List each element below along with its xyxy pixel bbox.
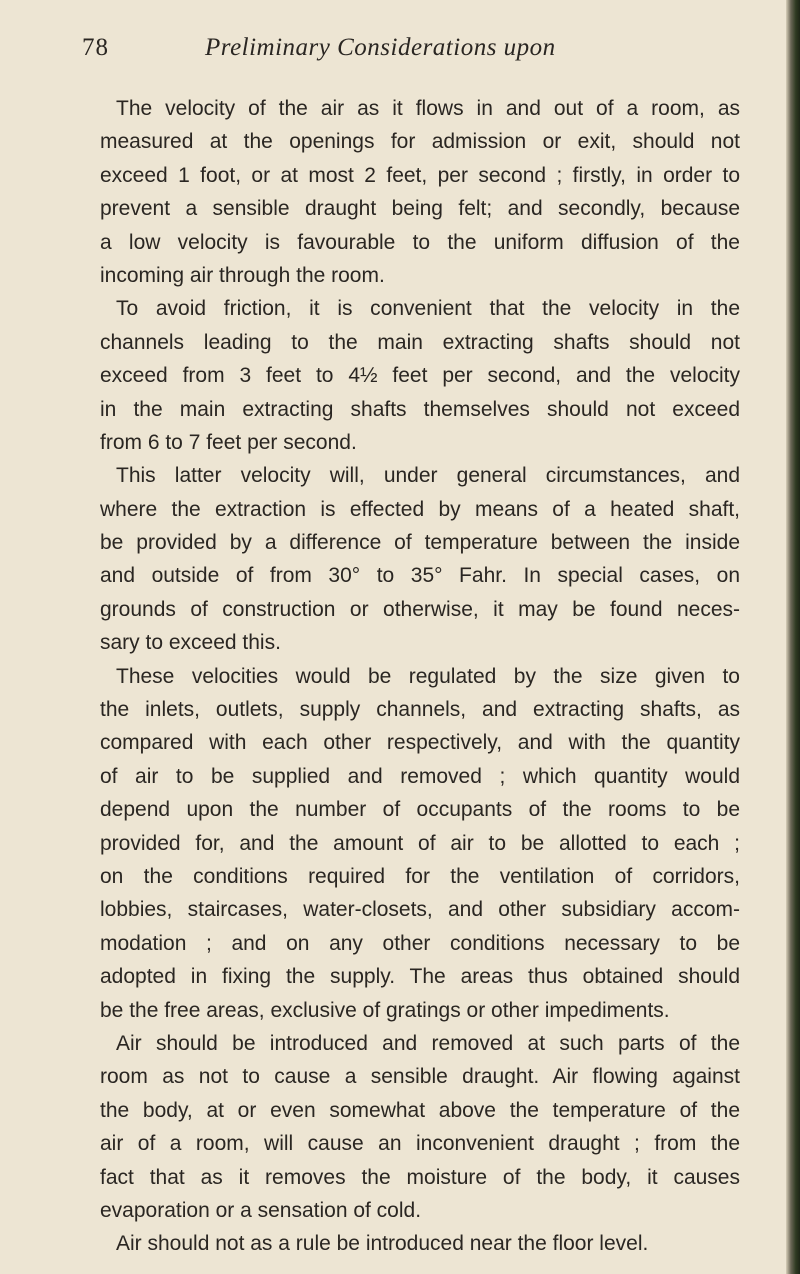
text-line: sary to exceed this. bbox=[100, 631, 281, 655]
text-line: prevent a sensible draught being felt; and secondly, because bbox=[100, 197, 740, 221]
body-text bbox=[100, 92, 740, 1261]
text-line: air of a room, will cause an inconvenient draught ; from the bbox=[100, 1132, 740, 1156]
page-header bbox=[0, 34, 786, 70]
text-line: evaporation or a sensation of cold. bbox=[100, 1198, 422, 1222]
text-line: Air should not as a rule be introduced near the floor level. bbox=[116, 1232, 649, 1256]
text-line: fact that as it removes the moisture of the body, it causes bbox=[100, 1165, 740, 1189]
text-line: Air should be introduced and removed at such parts of the bbox=[116, 1031, 740, 1055]
text-line: compared with each other respectively, and with the quantity bbox=[100, 731, 740, 755]
running-title: Preliminary Considerations upon bbox=[205, 34, 556, 61]
text-line: in the main extracting shafts themselves should not exceed bbox=[100, 397, 740, 421]
text-line: of air to be supplied and removed ; which quantity would bbox=[100, 764, 740, 788]
text-line: adopted in fixing the supply. The areas thus obtained should bbox=[100, 965, 740, 989]
text-line: the body, at or even somewhat above the temperature of the bbox=[100, 1098, 740, 1122]
text-line: exceed from 3 feet to 4½ feet per second, and the velocity bbox=[100, 364, 740, 388]
text-line: a low velocity is favourable to the uniform diffusion of the bbox=[100, 230, 740, 254]
text-line: where the extraction is effected by means of a heated shaft, bbox=[100, 497, 740, 521]
text-line: To avoid friction, it is convenient that the velocity in the bbox=[116, 297, 740, 321]
text-line: be provided by a difference of temperature between the inside bbox=[100, 531, 740, 555]
page-number: 78 bbox=[82, 34, 109, 61]
text-line: The velocity of the air as it flows in and out of a room, as bbox=[116, 97, 740, 120]
text-line: from 6 to 7 feet per second. bbox=[100, 430, 357, 454]
text-line: lobbies, staircases, water-closets, and other subsidiary accom- bbox=[100, 898, 740, 922]
text-line: on the conditions required for the ventilation of corridors, bbox=[100, 864, 740, 888]
text-line: grounds of construction or otherwise, it may be found neces- bbox=[100, 597, 740, 621]
text-line: depend upon the number of occupants of the rooms to be bbox=[100, 798, 740, 822]
text-line: and outside of from 30° to 35° Fahr. In special cases, on bbox=[100, 564, 740, 588]
text-line: This latter velocity will, under general circumstances, and bbox=[116, 464, 740, 488]
text-line: be the free areas, exclusive of gratings or other impediments. bbox=[100, 998, 670, 1022]
book-binding-edge bbox=[786, 0, 800, 1274]
text-line: channels leading to the main extracting shafts should not bbox=[100, 330, 740, 354]
text-line: incoming air through the room. bbox=[100, 263, 385, 287]
text-line: These velocities would be regulated by the size given to bbox=[116, 664, 740, 688]
text-line: modation ; and on any other conditions necessary to be bbox=[100, 931, 740, 955]
text-line: the inlets, outlets, supply channels, and extracting shafts, as bbox=[100, 698, 740, 722]
text-line: exceed 1 foot, or at most 2 feet, per second ; firstly, in order to bbox=[100, 163, 740, 187]
text-line: provided for, and the amount of air to be allotted to each ; bbox=[100, 831, 740, 855]
text-line: measured at the openings for admission or exit, should not bbox=[100, 130, 740, 154]
text-line: room as not to cause a sensible draught. Air flowing against bbox=[100, 1065, 740, 1089]
